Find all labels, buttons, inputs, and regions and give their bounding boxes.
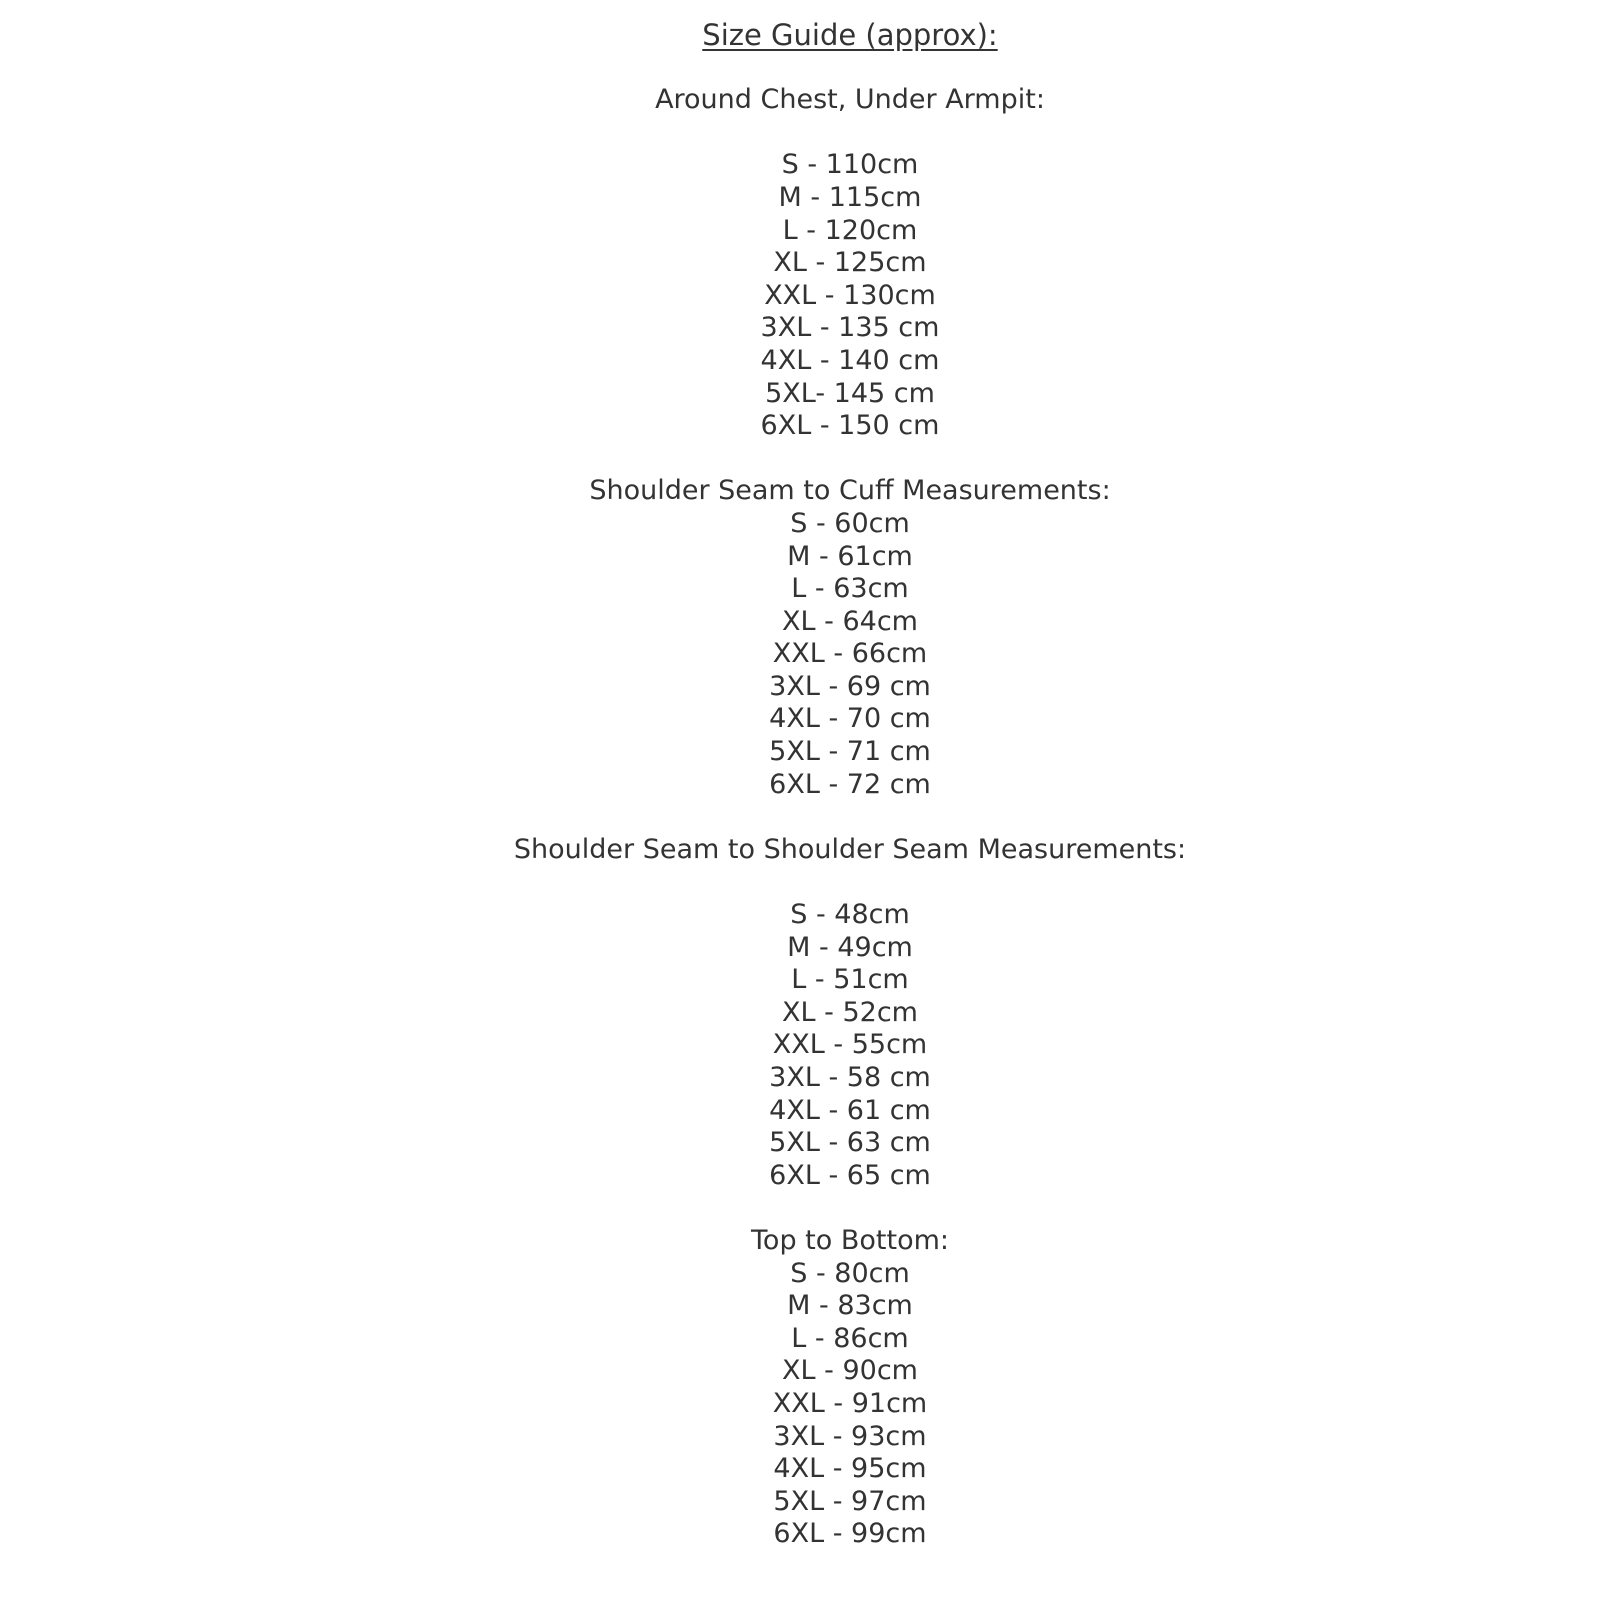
size-row: M - 83cm [787, 1290, 913, 1322]
size-row: XL - 52cm [782, 996, 918, 1028]
size-row: L - 120cm [782, 214, 918, 246]
size-row: XXL - 91cm [772, 1387, 928, 1419]
size-row: S - 110cm [781, 149, 919, 181]
section-heading-chest: Around Chest, Under Armpit: [655, 84, 1045, 116]
size-row: 4XL - 61 cm [769, 1094, 931, 1126]
size-row: 4XL - 140 cm [760, 344, 940, 376]
document-title: Size Guide (approx): [702, 18, 998, 52]
size-row: S - 60cm [790, 507, 910, 539]
size-row: XL - 125cm [773, 247, 927, 279]
size-row: L - 63cm [791, 573, 909, 605]
size-row: 4XL - 70 cm [769, 703, 931, 735]
size-row: M - 49cm [787, 931, 913, 963]
size-row: 6XL - 72 cm [769, 768, 931, 800]
line-spacer [100, 52, 1600, 85]
size-row: S - 48cm [790, 899, 910, 931]
line-spacer [100, 1192, 1600, 1225]
size-row: 5XL - 71 cm [769, 736, 931, 768]
size-row: 5XL- 145 cm [765, 377, 935, 409]
size-row: 5XL - 97cm [773, 1485, 927, 1517]
size-row: XL - 64cm [782, 605, 918, 637]
size-row: 6XL - 150 cm [760, 410, 940, 442]
size-row: XXL - 130cm [764, 279, 936, 311]
size-row: L - 51cm [791, 964, 909, 996]
size-row: XXL - 66cm [772, 638, 928, 670]
size-row: 3XL - 69 cm [769, 670, 931, 702]
section-heading-top-to-bottom: Top to Bottom: [751, 1224, 949, 1256]
size-row: L - 86cm [791, 1322, 909, 1354]
size-row: 3XL - 58 cm [769, 1062, 931, 1093]
size-row: 3XL - 93cm [773, 1420, 927, 1452]
size-row: M - 61cm [787, 540, 913, 572]
size-row: 6XL - 65 cm [769, 1159, 931, 1191]
size-row: 5XL - 63 cm [769, 1127, 931, 1159]
size-row: XL - 90cm [782, 1355, 918, 1387]
line-spacer [100, 117, 1600, 150]
section-heading-cuff: Shoulder Seam to Cuff Measurements: [589, 475, 1111, 507]
section-heading-shoulder: Shoulder Seam to Shoulder Seam Measurements: [513, 833, 1187, 865]
size-row: 6XL - 99cm [773, 1518, 927, 1550]
line-spacer [100, 866, 1600, 899]
size-row: XXL - 55cm [772, 1029, 928, 1061]
size-row: S - 80cm [790, 1257, 910, 1289]
size-row: M - 115cm [778, 181, 922, 213]
line-spacer [100, 443, 1600, 476]
size-row: 4XL - 95cm [773, 1453, 927, 1485]
size-row: 3XL - 135 cm [760, 312, 940, 344]
line-spacer [100, 801, 1600, 834]
